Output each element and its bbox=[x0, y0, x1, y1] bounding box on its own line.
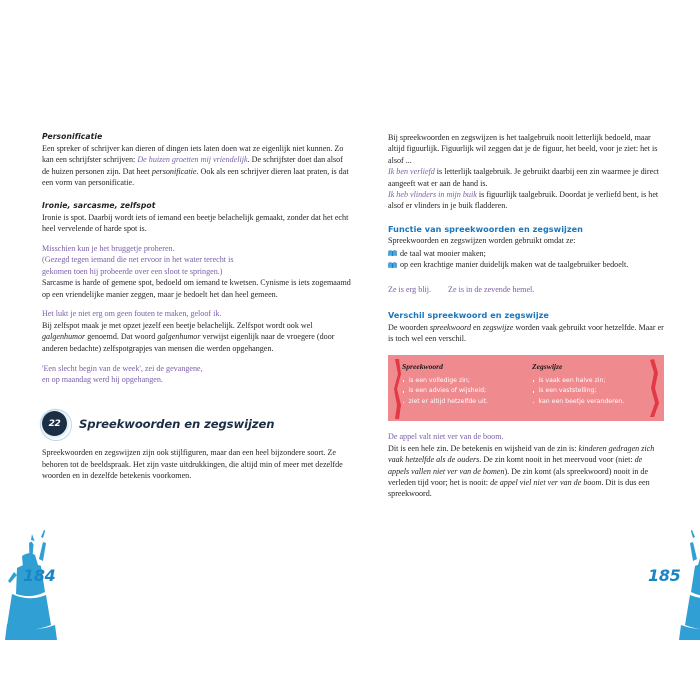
heading-ironie: Ironie, sarcasme, zelfspot bbox=[42, 200, 156, 210]
list-item bbox=[388, 259, 664, 270]
text-run: Een spreker of schrijver kan dieren of dingen iets laten doen wat ze eigenlijk niet kunnen. Zo kan een schrijfster schrijven: bbox=[42, 144, 344, 165]
text-italic: spreekwoord bbox=[429, 322, 472, 332]
section-functie bbox=[388, 224, 664, 297]
functie-bullet-list bbox=[388, 248, 664, 271]
left-page bbox=[42, 132, 352, 482]
table-column-zegswijze bbox=[528, 362, 654, 407]
list-item-label: de taal wat mooier maken; bbox=[400, 248, 486, 258]
text-italic: zegswijze bbox=[482, 322, 514, 332]
example-inline: De huizen groetten mij vriendelijk bbox=[137, 155, 248, 165]
example-line: en op maandag werd hij opgehangen. bbox=[42, 375, 163, 384]
text-run: . Dit is dus een spreekwoord. bbox=[388, 478, 650, 499]
table-row: is een advies of wijsheid; bbox=[402, 386, 528, 397]
page-number-right: 185 bbox=[648, 566, 681, 585]
example-block-bruggetje bbox=[42, 243, 352, 277]
text-run: worden vaak gebruikt voor hetzelfde. Maar er is toch wel een verschil. bbox=[388, 322, 664, 343]
example-block-gevangene bbox=[42, 363, 352, 386]
text-run: De woorden bbox=[388, 322, 430, 332]
table-row: kan een beetje veranderen. bbox=[532, 397, 654, 408]
paragraph-zelfspot bbox=[42, 320, 352, 354]
text-italic: galgenhumor bbox=[42, 332, 86, 342]
comparison-table-box bbox=[388, 355, 664, 421]
text-run: ). De zin komt (als spreekwoord) nooit in de verleden tijd voor; het is nooit: bbox=[388, 466, 649, 487]
text-run: verwijst eigenlijk naar de vroegere (door anderen bedachte) zelfspotgrapjes van mensen die werden opgehangen. bbox=[42, 332, 335, 353]
example-plain: Ze is erg blij. bbox=[388, 285, 432, 295]
text-run: . De schrijfster doet dan alsof de huizen personen zijn. Dat heet bbox=[42, 155, 343, 176]
example-block-fouten bbox=[42, 308, 352, 319]
text-italic: de appel viel niet ver van de boom bbox=[490, 478, 602, 487]
chapter-number: 22 bbox=[48, 418, 61, 429]
paragraph-personificatie bbox=[42, 143, 352, 189]
example-line: Het lukt je niet erg om geen fouten te maken, geloof ik. bbox=[42, 309, 222, 319]
paragraph-intro-figuurlijk bbox=[388, 132, 664, 166]
right-page bbox=[388, 132, 664, 500]
paragraph-sarcasme: Sarcasme is harde of gemene spot, bedoeld om iemand te kwetsen. Cynisme is iets zogemaamd op een vriendelijke manier zeggen, maar je bedoelt het dan heel gemeen. bbox=[42, 278, 351, 299]
text-italic: kinderen gedragen zich vaak hetzelfde als de ouders bbox=[388, 443, 655, 465]
paragraph-ironie-1: Ironie is spot. Daarbij wordt iets of iemand een beetje belachelijk gemaakt, zonder dat het echt heel vervelende of harde spot is. bbox=[42, 212, 349, 234]
paragraph-chapter-intro: Spreekwoorden en zegswijzen zijn ook stijlfiguren, maar dan een heel bijzondere soort. Ze behoren tot de beeldspraak. Het zijn vaste uitdrukkingen, die altijd min of meer met dezelfde woorden en in dezelfde betekenis voorkomen. bbox=[42, 448, 343, 481]
text-italic: galgenhumor bbox=[157, 332, 201, 342]
example-line: De appel valt niet ver van de boom. bbox=[388, 432, 504, 442]
example-line: (Gezegd tegen iemand die net ervoor in het water terecht is bbox=[42, 255, 234, 265]
open-book-icon bbox=[388, 250, 397, 257]
section-verschil bbox=[388, 310, 664, 500]
table-row: ziet er altijd hetzelfde uit. bbox=[402, 397, 528, 408]
table-column-spreekwoord bbox=[402, 362, 528, 407]
chapter-title: Spreekwoorden en zegswijzen bbox=[79, 416, 275, 431]
text-run: genoemd. Dat woord bbox=[85, 332, 158, 342]
example-line: Misschien kun je het bruggetje proberen. bbox=[42, 243, 175, 253]
page-number-left: 184 bbox=[23, 566, 56, 585]
text-run: Bij spreekwoorden en zegswijzen is het taalgebruik nooit letterlijk bedoeld, maar altijd figuurlijk. Figuurlijk wil zeggen dat je de figuur, het beeld, voor je ziet: het is alsof ... bbox=[388, 133, 658, 165]
example-inline: Ik heb vlinders in mijn buik bbox=[388, 190, 477, 200]
example-block-appel bbox=[388, 431, 664, 442]
chapter-number-badge bbox=[42, 411, 67, 436]
example-inline: Ik ben verliefd bbox=[388, 167, 435, 177]
table-row: is vaak een halve zin; bbox=[532, 376, 654, 387]
text-run: Bij zelfspot maak je met opzet jezelf een beetje belachelijk. Zelfspot wordt ook wel bbox=[42, 320, 313, 330]
text-italic: de appels vallen niet ver van de bomen bbox=[388, 455, 643, 476]
section-ironie bbox=[42, 201, 352, 386]
example-block-blij bbox=[388, 279, 664, 297]
text-run: en bbox=[471, 322, 483, 332]
text-italic: personificatie bbox=[151, 166, 197, 176]
list-item bbox=[388, 248, 664, 259]
heading-personificatie: Personificatie bbox=[42, 132, 103, 141]
open-book-icon bbox=[388, 262, 397, 269]
section-personificatie bbox=[42, 132, 352, 189]
chapter-heading bbox=[42, 411, 352, 436]
paragraph-functie-lead: Spreekwoorden en zegswijzen worden gebruikt omdat ze: bbox=[388, 236, 576, 246]
paragraph-verschil-lead bbox=[388, 322, 664, 345]
heading-functie: Functie van spreekwoorden en zegswijzen bbox=[388, 223, 583, 234]
example-line: gekomen toen hij probeerde over een sloot te springen.) bbox=[42, 266, 223, 276]
text-run: Dit is een hele zin. De betekenis en wijsheid van de zin is: bbox=[388, 443, 579, 453]
text-run: . Ook als een schrijver dieren laat praten, is dat een vorm van personificatie. bbox=[42, 166, 349, 188]
table-row: is een vaststelling; bbox=[532, 386, 654, 397]
paragraph-example-figuurlijk bbox=[388, 189, 664, 212]
text-run: is letterlijk taalgebruik. Je gebruikt daarbij een zin waarmee je direct aangeeft wat er aan de hand is. bbox=[388, 167, 660, 188]
paragraph-appel-uitleg bbox=[388, 443, 664, 500]
list-item-label: op een krachtige manier duidelijk maken wat de taalgebruiker bedoelt. bbox=[400, 260, 629, 270]
table-row: is een volledige zin; bbox=[402, 376, 528, 387]
comparison-table bbox=[402, 362, 654, 416]
column-header: Spreekwoord bbox=[402, 362, 443, 372]
text-run: is figuurlijk taalgebruik. Doordat je verliefd bent, is het alsof er vlinders in je buik fladderen. bbox=[388, 190, 659, 211]
example-line: 'Een slecht begin van de week', zei de gevangene, bbox=[42, 363, 203, 373]
paragraph-example-letterlijk bbox=[388, 166, 664, 189]
column-header: Zegswijze bbox=[532, 362, 563, 372]
heading-verschil: Verschil spreekwoord en zegswijze bbox=[388, 310, 549, 321]
text-run: . De zin komt nooit in het meervoud voor (niet: bbox=[479, 455, 635, 465]
example-figurative: Ze is in de zevende hemel. bbox=[448, 285, 535, 295]
